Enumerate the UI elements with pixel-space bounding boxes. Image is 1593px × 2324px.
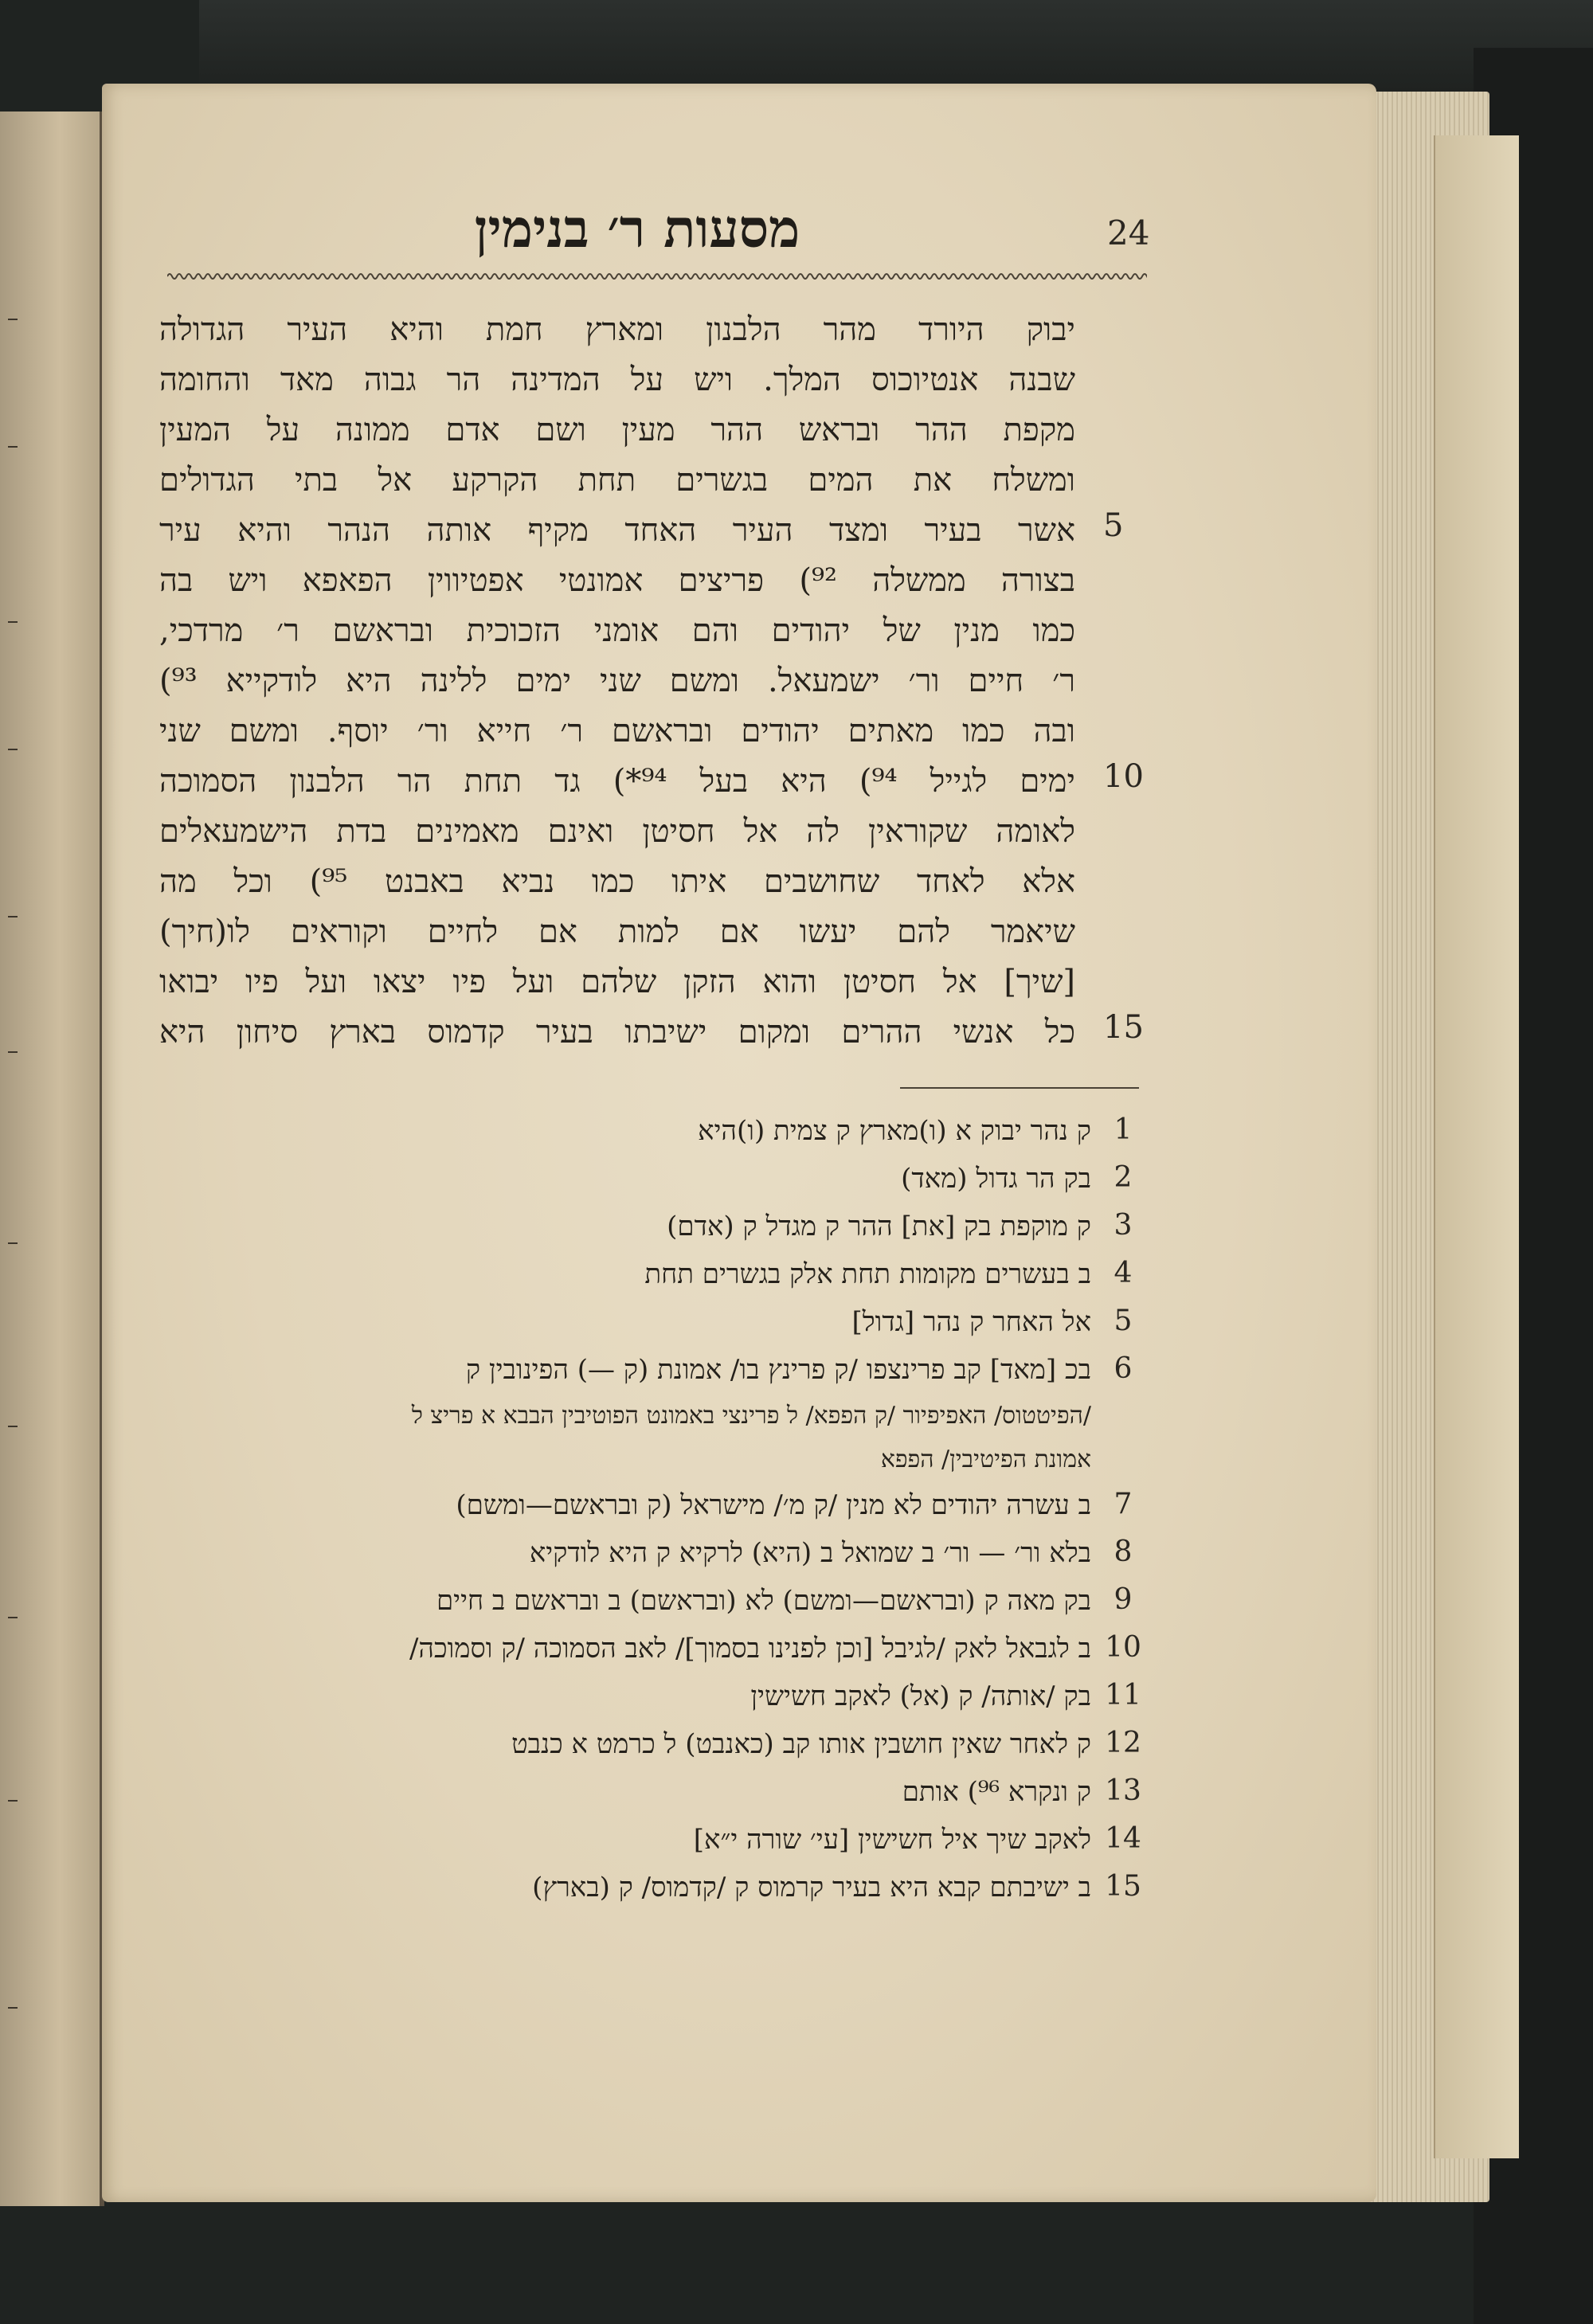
text-line: כל אנשי ההרים ומקום ישיבתו בעיר קדמוס בארץ סיחון היא	[159, 1014, 1075, 1050]
notes-separator-rule	[900, 1087, 1139, 1089]
main-text-block	[159, 305, 1075, 1058]
apparatus-line: ב בעשרים מקומות תחת אלק בגשרים תחת	[644, 1258, 1091, 1290]
apparatus-line: בלא ור׳ — ור׳ ב שמואל ב (היא) לרקיא ק היא לודקיא	[529, 1537, 1091, 1569]
text-line: מקפת ההר ובראש ההר מעין ושם אדם ממונה על המעין	[159, 412, 1075, 448]
apparatus-line-number: 12	[1105, 1727, 1141, 1759]
text-line: שיאמר להם יעשו אם למות אם לחיים וקוראים לו(חיך)	[159, 914, 1075, 950]
text-line: לאומה שקוראין לה אל חסיטן ואינם מאמינים בדת הישמעאלים	[159, 813, 1075, 850]
apparatus-line-number: 11	[1105, 1679, 1141, 1712]
apparatus-line-number: 15	[1105, 1870, 1141, 1903]
apparatus-line: ק מוקפת בק [את] ההר ק מגדל ק (אדם)	[667, 1211, 1091, 1242]
apparatus-line-number: 6	[1114, 1352, 1133, 1385]
apparatus-line-number: 14	[1105, 1822, 1141, 1855]
apparatus-line: /הפיטטוס/ האפיפיור /ק הפפא/ ל פרינצי באמונט הפוטיבין הבבא א פריצ ל	[411, 1402, 1091, 1430]
apparatus-line: ק ונקרא ⁹⁶) אותם	[902, 1776, 1091, 1808]
page-number: 24	[1107, 213, 1150, 252]
text-line: שבנה אנטיוכוס המלך. ויש על המדינה הר גבוה מאד והחומה	[159, 362, 1075, 398]
apparatus-line: ב ישיבתם קבא היא בעיר קרמוס ק /קדמוס/ ק (בארץ)	[532, 1872, 1091, 1903]
apparatus-line-number: 2	[1114, 1161, 1133, 1194]
text-line: אשר בעיר ומצד העיר האחד מקיף אותה הנהר והיא עיר	[159, 512, 1075, 549]
apparatus-line-number: 3	[1114, 1209, 1133, 1242]
text-line: בצורה ממשלה ⁹²) פריצים אמונטי אפטיווין הפאפא ויש בה	[159, 562, 1075, 599]
page-stack-edges-back	[1434, 135, 1519, 2158]
line-number: 15	[1103, 1009, 1144, 1046]
apparatus-line-number: 8	[1114, 1536, 1133, 1568]
critical-apparatus	[143, 1107, 1091, 1911]
text-line: אלא לאחד שחושבים איתו כמו נביא באבנט ⁹⁵) וכל מה	[159, 863, 1075, 900]
text-line: ומשלח את המים בגשרים תחת הקרקע אל בתי הגדולים	[159, 462, 1075, 499]
apparatus-line: אל האחר ק נהר [גדול]	[851, 1306, 1091, 1338]
facing-page-edge	[0, 112, 104, 2206]
apparatus-line-number: 10	[1105, 1631, 1141, 1664]
apparatus-line: ק לאחר שאין חושבין אותו קב (כאנבט) ל כרמט א כנבט	[511, 1728, 1091, 1760]
apparatus-line-number: 4	[1114, 1257, 1133, 1289]
text-line: יבוק היורד מהר הלבנון ומארץ חמת והיא העיר הגדולה	[159, 311, 1075, 348]
text-line: ובה כמו מאתים יהודים ובראשם ר׳ חייא ור׳ יוסף. ומשם שני	[159, 713, 1075, 749]
line-number: 10	[1103, 758, 1144, 795]
line-number: 5	[1103, 507, 1124, 544]
text-line: ימים לגייל ⁹⁴) היא בעל ⁹⁴*) גד תחת הר הלבנון הסמוכה	[159, 763, 1075, 800]
text-line: כמו מנין של יהודים והם אומני הזכוכית ובראשם ר׳ מרדכי,	[159, 612, 1075, 649]
apparatus-line: ב עשרה יהודים לא מנין /ק מ׳/ מישראל (ק ובראשם—ומשם)	[456, 1489, 1091, 1521]
apparatus-line: לאקב שיך איל חשישין [עי׳ שורה י״א]	[693, 1824, 1091, 1856]
text-line: [שיך] אל חסיטן והוא הזקן שלהם ועל פיו יצאו ועל פיו יבואו	[159, 964, 1075, 1000]
apparatus-line-number: 1	[1114, 1113, 1133, 1146]
apparatus-line: בק מאה ק (ובראשם—ומשם) לא (ובראשם) ב ובראשם ב חיים	[436, 1585, 1091, 1617]
apparatus-line: בק הר גדול (מאד)	[901, 1163, 1091, 1195]
header-wavy-rule	[167, 269, 1147, 284]
apparatus-line-number: 13	[1105, 1774, 1141, 1807]
apparatus-line-number: 7	[1114, 1488, 1133, 1520]
apparatus-line: ק נהר יבוק א (ו)מארץ ק צמית (ו)היא	[698, 1115, 1091, 1147]
running-title: מסעות ר׳ בנימין	[474, 198, 800, 260]
apparatus-line: בכ [מאד] קב פרינצפו /ק פרינץ בו/ אמונת (ק —) הפינובין ק	[465, 1354, 1091, 1386]
apparatus-line: בק /אותה/ ק (אל) לאקב חשישין	[750, 1680, 1091, 1712]
apparatus-line-number: 9	[1114, 1583, 1133, 1616]
apparatus-line: ב לגבאל לאק /לגיבל [וכן לפנינו בסמוך]/ לאב הסמוכה /ק וסמוכה/	[409, 1633, 1091, 1665]
text-line: ר׳ חיים ור׳ ישמעאל. ומשם שני ימים ללינה היא לודקייא ⁹³)	[159, 663, 1075, 699]
apparatus-line-number: 5	[1114, 1305, 1133, 1337]
apparatus-line: אמונת הפיטיבין/ הפפא	[880, 1446, 1091, 1473]
